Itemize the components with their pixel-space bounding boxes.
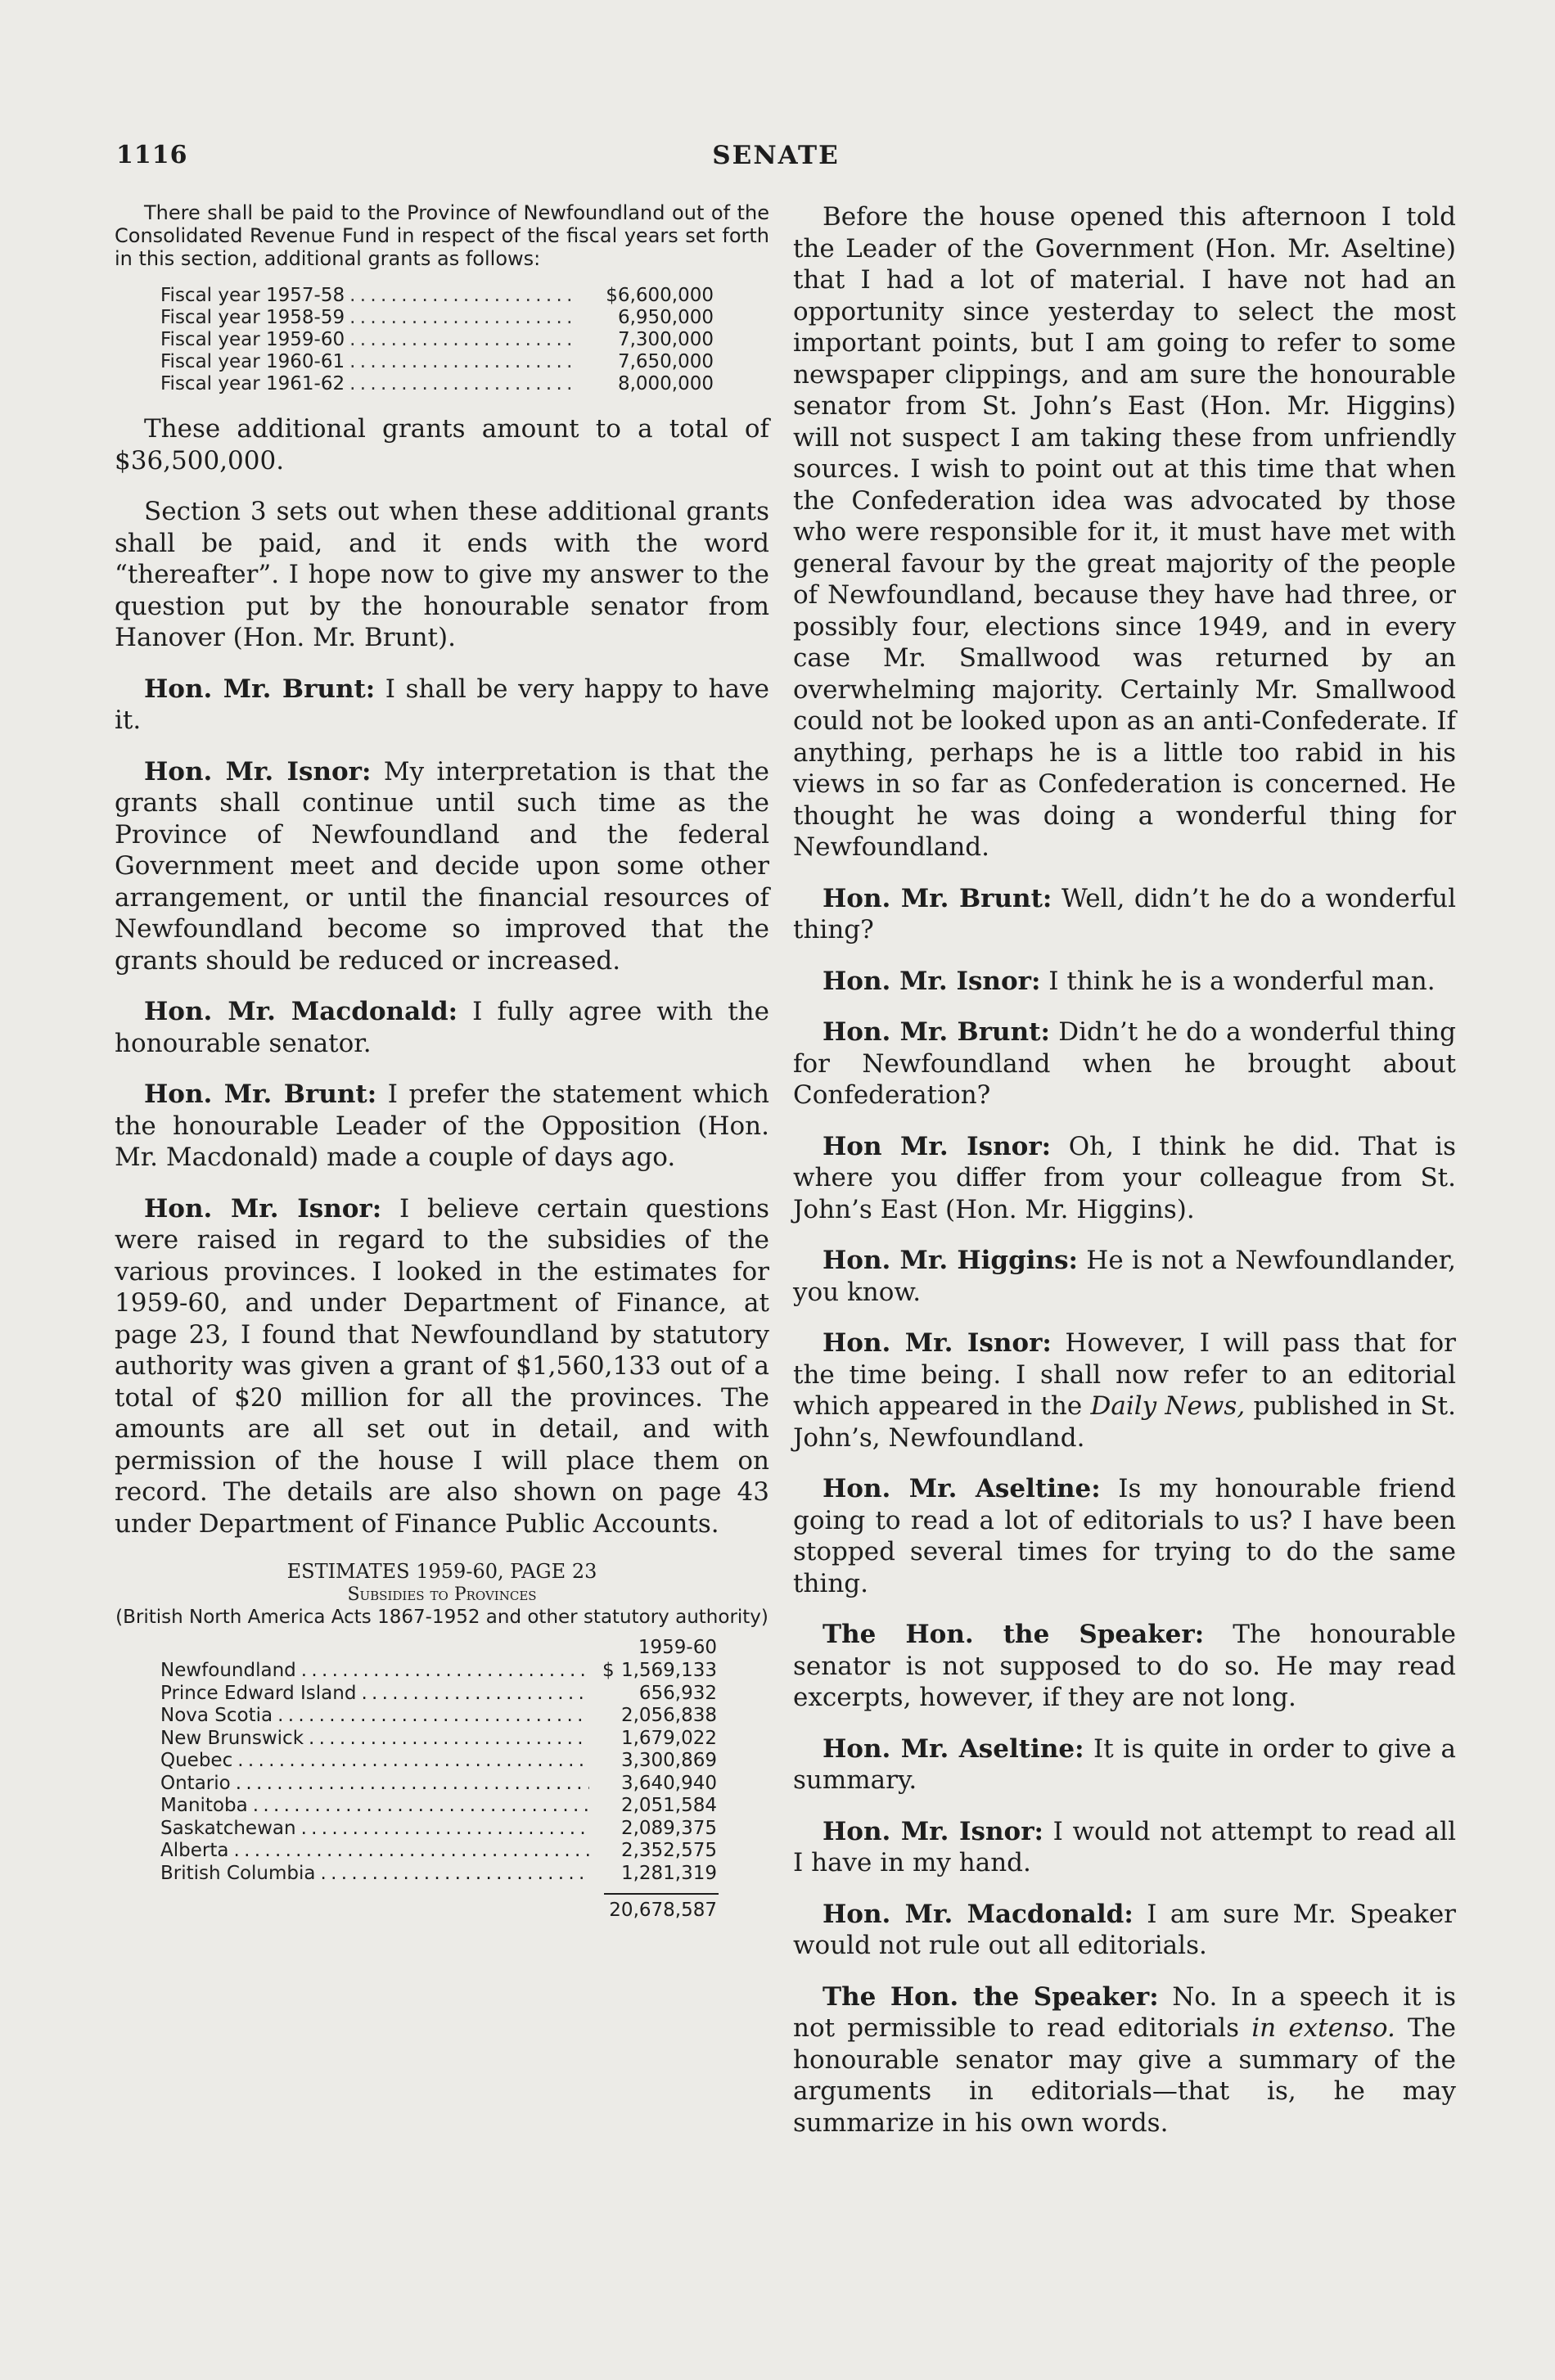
- speaker-name: Hon. Mr. Brunt:: [144, 674, 376, 704]
- table-row: [115, 1705, 717, 1728]
- estimates-year-header: 1959-60: [638, 1637, 717, 1658]
- province-name: New Brunswick: [160, 1727, 304, 1749]
- speaker-name: The Hon. the Speaker:: [823, 1620, 1205, 1649]
- speech: [793, 1733, 1456, 1796]
- speech: [115, 1193, 769, 1540]
- subsidy-amount: 3,300,869: [620, 1750, 717, 1771]
- estimates-title: ESTIMATES 1959-60, PAGE 23: [286, 1560, 597, 1583]
- speech-text: Oh, I think he did. That is where you differ from your colleague from St. John’s East (Hon. Mr. Higgins).: [793, 1131, 1456, 1224]
- table-row: [115, 1795, 717, 1818]
- speech: [793, 1473, 1456, 1599]
- speaker-name: The Hon. the Speaker:: [823, 1981, 1159, 2012]
- subsidy-amount: 656,932: [638, 1682, 717, 1704]
- speech-text: I fully agree with the honourable senator.: [115, 997, 769, 1058]
- table-row: [115, 1863, 717, 1886]
- grant-label: Fiscal year 1959-60: [160, 329, 345, 350]
- speech-text: It is quite in order to give a summary.: [793, 1733, 1456, 1795]
- subsidy-amount: 1,679,022: [620, 1727, 717, 1749]
- speaker-name: Hon. Mr. Aseltine:: [823, 1474, 1101, 1503]
- page-number: 1116: [116, 141, 188, 169]
- speech-text: I would not attempt to read all I have in my hand.: [793, 1816, 1456, 1877]
- subsidy-amount: 2,089,375: [620, 1817, 717, 1839]
- speech-text: My interpretation is that the grants shall continue until such time as the Province of Newfoundland and the federal Government meet and decide upon some other arrangement, or until the financial resources of Newfoundland become so improved that the grants should be reduced or increased.: [115, 756, 769, 976]
- grant-amount: 7,650,000: [617, 351, 714, 372]
- subsidy-amount: 3,640,940: [620, 1772, 717, 1794]
- speech-text: I shall be very happy to have it.: [115, 674, 769, 735]
- speaker-name: Hon. Mr. Isnor:: [144, 756, 372, 787]
- table-row: [115, 1840, 717, 1863]
- speech: [115, 996, 769, 1059]
- grants-table: [115, 285, 769, 395]
- right-column: [793, 201, 1456, 2158]
- speech-text: published in St. John’s, Newfoundland.: [793, 1391, 1456, 1453]
- province-name: Manitoba: [160, 1795, 248, 1816]
- subsidy-amount: 1,281,319: [620, 1862, 717, 1884]
- speech: [793, 1327, 1456, 1454]
- estimates-total: 20,678,587: [609, 1900, 717, 1921]
- province-name: British Columbia: [160, 1862, 316, 1884]
- left-column: [115, 201, 769, 1922]
- subsidy-amount: 2,056,838: [620, 1705, 717, 1726]
- estimates-authority: (British North America Acts 1867-1952 and other statutory authority): [115, 1607, 768, 1628]
- speaker-name: Hon. Mr. Brunt:: [823, 1017, 1050, 1047]
- page-header: [116, 141, 1436, 177]
- speech: [793, 1619, 1456, 1714]
- speaker-name: Hon. Mr. Macdonald:: [823, 1899, 1134, 1929]
- speech-text: I prefer the statement which the honourable Leader of the Opposition (Hon. Mr. Macdonald) made a couple of days ago.: [115, 1080, 769, 1172]
- latin-phrase: in extenso.: [1251, 2013, 1395, 2043]
- speaker-name: Hon. Mr. Aseltine:: [823, 1733, 1084, 1764]
- province-name: Nova Scotia: [160, 1705, 273, 1726]
- estimates-table: [115, 1559, 769, 1922]
- speaker-name: Hon. Mr. Higgins:: [823, 1246, 1078, 1275]
- speaker-name: Hon. Mr. Isnor:: [144, 1193, 382, 1224]
- table-row: [115, 1728, 717, 1751]
- speech-text: However, I will pass that for the time being. I shall now refer to an editorial which appeared in the: [793, 1328, 1456, 1421]
- paragraph: Section 3 sets out when these additional grants shall be paid, and it ends with the word “thereafter”. I hope now to give my answer to the question put by the honourable senator from Hanover (Hon. Mr. Brunt).: [115, 497, 769, 652]
- estimates-subtitle: Subsidies to Provinces: [347, 1584, 537, 1605]
- speech: [793, 966, 1456, 998]
- table-row: [115, 1773, 717, 1796]
- newspaper-title: Daily News,: [1090, 1391, 1246, 1421]
- speech-text: The honourable senator is not supposed to do so. He may read excerpts, however, if they are not long.: [793, 1620, 1457, 1712]
- speaker-name: Hon. Mr. Isnor:: [823, 1816, 1043, 1846]
- speech-text: Well, didn’t he do a wonderful thing?: [793, 883, 1456, 944]
- grant-amount: $6,600,000: [606, 285, 714, 306]
- grant-label: Fiscal year 1957-58: [160, 285, 345, 306]
- speaker-name: Hon. Mr. Brunt:: [823, 883, 1052, 913]
- province-name: Alberta: [160, 1840, 229, 1861]
- speaker-name: Hon. Mr. Isnor:: [823, 1328, 1052, 1358]
- speech: [793, 1131, 1456, 1226]
- province-name: Prince Edward Island: [160, 1682, 357, 1704]
- speaker-name: Hon. Mr. Macdonald:: [144, 997, 458, 1026]
- speech: [793, 1899, 1456, 1962]
- speech-text: I believe certain questions were raised in regard to the subsidies of the various provinces. I looked in the estimates for 1959-60, and under Department of Finance, at page 23, I found that Newfoundland by statutory authority was given a grant of $1,560,133 out of a total of $20 million for all the provinces. The amounts are all set out in detail, and with permission of the house I will place them on record. The details are also shown on page 43 under Department of Finance Public Accounts.: [115, 1193, 769, 1539]
- speech-text: The honourable senator may give a summary of the arguments in editorials—that is, he may summarize in his own words.: [793, 2013, 1457, 2138]
- subsidy-amount: $ 1,569,133: [594, 1660, 717, 1683]
- speech: [793, 1245, 1456, 1308]
- running-title: SENATE: [712, 141, 840, 170]
- province-name: Ontario: [160, 1772, 231, 1794]
- table-row: [115, 1818, 717, 1841]
- total-rule: [604, 1893, 719, 1895]
- grant-amount: 6,950,000: [617, 307, 714, 328]
- province-name: Saskatchewan: [160, 1817, 296, 1839]
- grant-label: Fiscal year 1961-62: [160, 373, 345, 394]
- speech: [115, 674, 769, 737]
- table-row: [115, 1683, 717, 1706]
- speech: [793, 1981, 1456, 2139]
- speech-text: I think he is a wonderful man.: [1040, 966, 1436, 996]
- grant-row: [115, 285, 714, 307]
- table-row: [115, 1660, 717, 1683]
- table-row: [115, 1750, 717, 1773]
- grant-amount: 7,300,000: [617, 329, 714, 350]
- speaker-name: Hon. Mr. Isnor:: [823, 966, 1041, 996]
- speech: [793, 1016, 1456, 1111]
- paragraph: Before the house opened this afternoon I told the Leader of the Government (Hon. Mr. Aseltine) that I had a lot of material. I have not had an opportunity since yesterday to select the most important points, but I am going to refer to some newspaper clippings, and am sure the honourable senator from St. John’s East (Hon. Mr. Higgins) will not suspect I am taking these from unfriendly sources. I wish to point out at this time that when the Confederation idea was advocated by those who were responsible for it, it must have met with general favour by the great majority of the people of Newfoundland, because they have had three, or possibly four, elections since 1949, and in every case Mr. Smallwood was returned by an overwhelming majority. Certainly Mr. Smallwood could not be looked upon as an anti-Confederate. If anything, perhaps he is a little too rabid in his views in so far as Confederation is concerned. He thought he was doing a wonderful thing for Newfoundland.: [793, 202, 1456, 862]
- grant-row: [115, 351, 714, 373]
- speech: [115, 756, 769, 977]
- grant-row: [115, 373, 714, 395]
- currency-symbol: $: [602, 1660, 615, 1681]
- speaker-name: Hon Mr. Isnor:: [823, 1131, 1052, 1161]
- speech: [793, 883, 1456, 946]
- province-name: Quebec: [160, 1750, 233, 1771]
- speech-text: I am sure Mr. Speaker would not rule out all editorials.: [793, 1899, 1456, 1960]
- statute-excerpt: There shall be paid to the Province of Newfoundland out of the Consolidated Revenue Fund in respect of the fiscal years set forth in this section, additional grants as follows:: [115, 201, 769, 270]
- subsidy-amount: 2,051,584: [620, 1795, 717, 1816]
- subsidy-amount: 2,352,575: [620, 1840, 717, 1861]
- speech-text: Is my honourable friend going to read a lot of editorials to us? I have been stopped several times for trying to do the same thing.: [793, 1474, 1456, 1598]
- speech: [115, 1079, 769, 1174]
- speech-text: Didn’t he do a wonderful thing for Newfoundland when he brought about Confederation?: [793, 1017, 1456, 1110]
- speech-text: No. In a speech it is not permissible to read editorials: [793, 1981, 1457, 2043]
- grant-row: [115, 307, 714, 329]
- grant-label: Fiscal year 1960-61: [160, 351, 345, 372]
- grant-amount: 8,000,000: [617, 373, 714, 394]
- grant-label: Fiscal year 1958-59: [160, 307, 345, 328]
- grant-row: [115, 329, 714, 351]
- speaker-name: Hon. Mr. Brunt:: [144, 1080, 377, 1109]
- speech: [793, 1816, 1456, 1879]
- speech-text: He is not a Newfoundlander, you know.: [793, 1246, 1456, 1307]
- province-name: Newfoundland: [160, 1660, 296, 1681]
- paragraph: These additional grants amount to a total of $36,500,000.: [115, 414, 769, 476]
